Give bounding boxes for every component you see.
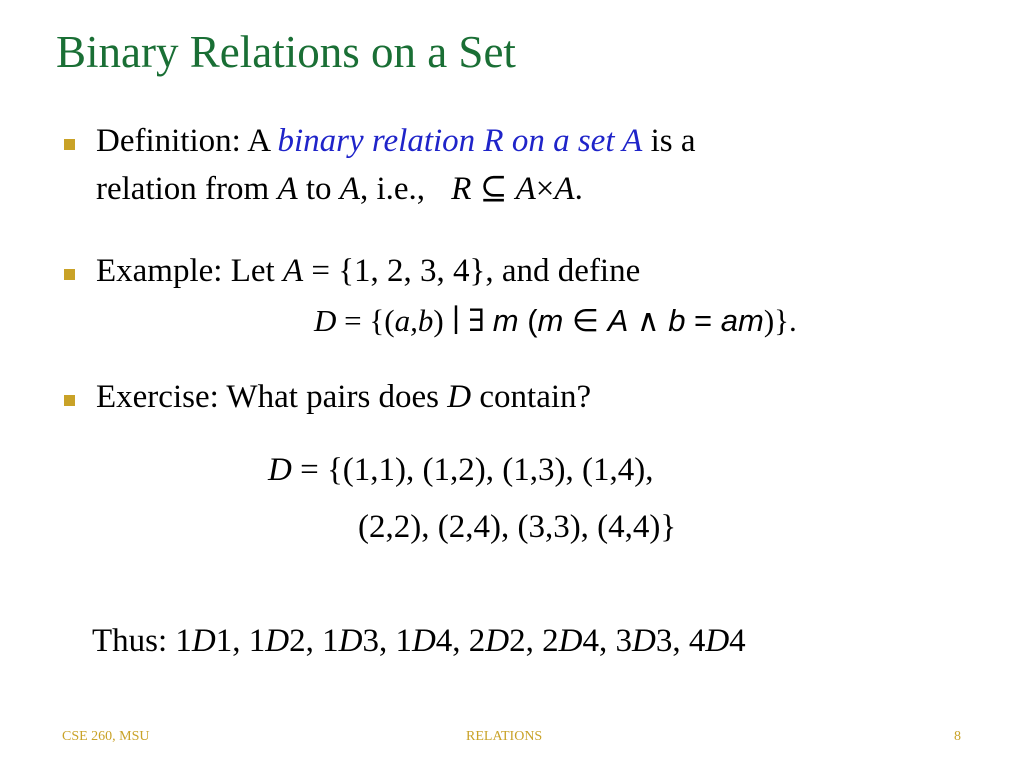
exercise-answer-line-2 bbox=[358, 511, 676, 544]
relation-pair bbox=[689, 623, 746, 659]
relation-right: 2 bbox=[509, 623, 526, 659]
definition-line-2 bbox=[96, 173, 583, 206]
relation-pair bbox=[249, 623, 322, 659]
footer-center: RELATIONS bbox=[466, 729, 543, 744]
relation-right: 4 bbox=[582, 623, 599, 659]
relation-pair bbox=[395, 623, 468, 659]
relation-symbol-d: D bbox=[705, 623, 730, 659]
footer-left: CSE 260, MSU bbox=[62, 729, 150, 744]
definition-ie: , i.e., bbox=[359, 171, 434, 207]
relation-pair bbox=[542, 623, 615, 659]
definition-var-a: A bbox=[515, 171, 536, 207]
relation-pair bbox=[615, 623, 688, 659]
definition-suffix: is a bbox=[642, 123, 696, 159]
exercise-var-d: D bbox=[447, 379, 472, 415]
def-eq2: = bbox=[685, 303, 721, 338]
relation-left: 3 bbox=[615, 623, 632, 659]
relation-symbol-d: D bbox=[411, 623, 436, 659]
def-b: b bbox=[668, 303, 686, 338]
def-open: ( bbox=[518, 303, 538, 338]
exercise-answer-line-1 bbox=[268, 454, 653, 487]
relation-right: 3 bbox=[362, 623, 379, 659]
def-ab: a,b bbox=[394, 303, 434, 338]
definition-var-r: R bbox=[451, 171, 472, 207]
relation-right: 1 bbox=[215, 623, 233, 659]
bullet-marker-example bbox=[64, 269, 75, 280]
def-in: ∈ bbox=[563, 303, 608, 338]
relation-symbol-d: D bbox=[558, 623, 583, 659]
definition-relation-from: relation from bbox=[96, 171, 278, 207]
definition-var-a: A bbox=[339, 171, 360, 207]
times-symbol: × bbox=[535, 171, 555, 207]
definition-var-a: A bbox=[554, 171, 575, 207]
thus-items bbox=[175, 623, 745, 659]
example-set: = {1, 2, 3, 4}, and define bbox=[303, 253, 641, 289]
exercise-question bbox=[96, 381, 591, 414]
relation-left: 1 bbox=[175, 623, 192, 659]
relation-left: 1 bbox=[322, 623, 339, 659]
relation-left: 2 bbox=[542, 623, 559, 659]
relation-left: 1 bbox=[395, 623, 412, 659]
def-am: am bbox=[720, 303, 764, 338]
example-line-1 bbox=[96, 255, 640, 288]
definition-to: to bbox=[297, 171, 340, 207]
relation-symbol-d: D bbox=[265, 623, 290, 659]
slide-title: Binary Relations on a Set bbox=[56, 27, 516, 77]
relation-separator: , bbox=[378, 623, 396, 659]
example-prefix: Example: Let bbox=[96, 253, 283, 289]
definition-period: . bbox=[574, 171, 583, 207]
relation-separator: , bbox=[672, 623, 689, 659]
bullet-marker-definition bbox=[64, 139, 75, 150]
exercise-prefix: Exercise: What pairs does bbox=[96, 379, 448, 415]
def-end: )}. bbox=[763, 303, 797, 338]
relation-separator: , bbox=[232, 623, 249, 659]
relation-right: 2 bbox=[289, 623, 306, 659]
def-m: m bbox=[492, 303, 519, 338]
subset-symbol: ⊆ bbox=[479, 171, 508, 207]
relation-right: 4 bbox=[435, 623, 453, 659]
relation-symbol-d: D bbox=[338, 623, 363, 659]
relation-symbol-d: D bbox=[485, 623, 510, 659]
def-eq: = {( bbox=[336, 303, 395, 338]
definition-term: binary relation R on a set A bbox=[277, 123, 643, 159]
example-var-a: A bbox=[282, 253, 304, 289]
def-and: ∧ bbox=[628, 303, 669, 338]
example-definition-d bbox=[314, 305, 797, 336]
answer-var-d: D bbox=[268, 452, 292, 488]
relation-pair bbox=[175, 623, 248, 659]
relation-separator: , bbox=[525, 623, 543, 659]
footer-page-number: 8 bbox=[954, 729, 961, 744]
answer-pairs-1: = {(1,1), (1,2), (1,3), (1,4), bbox=[291, 452, 654, 488]
exercise-suffix: contain? bbox=[471, 379, 592, 415]
relation-pair bbox=[322, 623, 395, 659]
relation-left: 1 bbox=[248, 623, 266, 659]
answer-pairs-2: (2,2), (2,4), (3,3), (4,4)} bbox=[358, 509, 677, 545]
relation-separator: , bbox=[452, 623, 469, 659]
relation-left: 2 bbox=[468, 623, 486, 659]
bullet-marker-exercise bbox=[64, 395, 75, 406]
thus-line bbox=[92, 625, 746, 658]
relation-right: 3 bbox=[655, 623, 673, 659]
def-m2: m bbox=[537, 303, 564, 338]
relation-separator: , bbox=[598, 623, 616, 659]
relation-symbol-d: D bbox=[631, 623, 656, 659]
thus-label: Thus: bbox=[92, 623, 176, 659]
definition-line-1 bbox=[96, 125, 695, 158]
relation-pair bbox=[469, 623, 542, 659]
definition-prefix: Definition: A bbox=[96, 123, 278, 159]
definition-var-a: A bbox=[277, 171, 298, 207]
relation-separator: , bbox=[305, 623, 323, 659]
def-var-d: D bbox=[314, 303, 337, 338]
def-a: A bbox=[607, 303, 629, 338]
def-close: ) ∣ ∃ bbox=[433, 303, 493, 338]
relation-right: 4 bbox=[729, 623, 746, 659]
relation-left: 4 bbox=[688, 623, 706, 659]
relation-symbol-d: D bbox=[191, 623, 216, 659]
